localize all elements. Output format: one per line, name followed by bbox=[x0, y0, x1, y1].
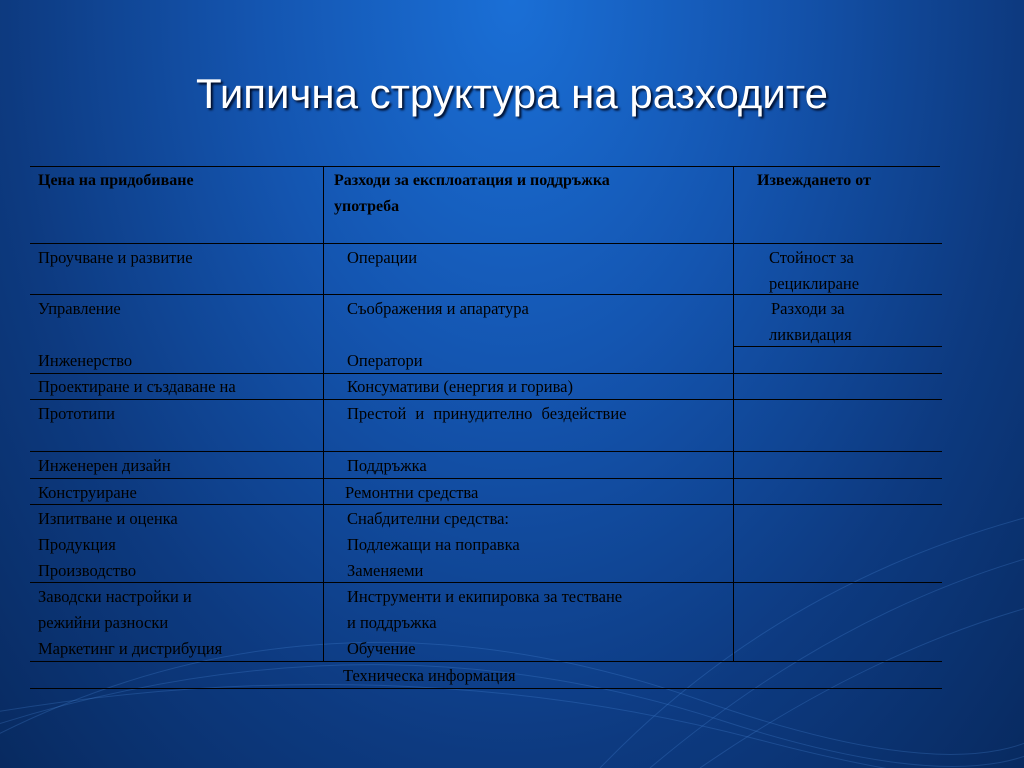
cost-item: Проучване и развитие bbox=[38, 248, 193, 267]
column-divider bbox=[733, 166, 734, 661]
cost-item: Производство bbox=[38, 561, 137, 580]
cost-item: Заменяеми bbox=[347, 561, 424, 580]
row-divider bbox=[30, 243, 942, 244]
cost-item: Инструменти и екипировка за тестване bbox=[347, 587, 623, 606]
column-divider bbox=[323, 166, 324, 661]
row-divider bbox=[30, 504, 942, 505]
cost-item: ликвидация bbox=[769, 325, 852, 344]
cost-item: рециклиране bbox=[769, 274, 860, 293]
page-title: Типична структура на разходите bbox=[196, 70, 828, 117]
cost-item: Изпитване и оценка bbox=[38, 509, 178, 528]
cost-item: Стойност за bbox=[769, 248, 854, 267]
cost-item: Оператори bbox=[347, 351, 423, 370]
cost-item: Прототипи bbox=[38, 404, 115, 423]
cost-item: и поддръжка bbox=[347, 613, 437, 632]
cost-item: Продукция bbox=[38, 535, 116, 554]
header-disposal: Извеждането от bbox=[757, 172, 871, 189]
cost-item: Проектиране и създаване на bbox=[38, 377, 236, 396]
cost-item: Снабдителни средства: bbox=[347, 509, 510, 528]
cost-item: Техническа информация bbox=[343, 666, 516, 685]
cost-item: Обучение bbox=[347, 639, 416, 658]
cost-item: Съображения и апаратура bbox=[347, 299, 529, 318]
header-operating-cost-cont: употреба bbox=[334, 198, 400, 215]
cost-item: Заводски настройки и bbox=[38, 587, 192, 606]
cost-item: Подлежащи на поправка bbox=[347, 535, 520, 554]
table-border-top bbox=[30, 166, 940, 167]
cost-structure-table bbox=[30, 166, 941, 690]
cost-item: Разходи за bbox=[771, 299, 845, 318]
cost-item: Консумативи (енергия и горива) bbox=[347, 377, 573, 396]
cost-item: Операции bbox=[347, 248, 418, 267]
cost-item: Конструиране bbox=[38, 483, 137, 502]
cost-item: Инженерен дизайн bbox=[38, 456, 171, 475]
cost-item: Управление bbox=[38, 299, 121, 318]
cost-item: Маркетинг и дистрибуция bbox=[38, 639, 223, 658]
header-acquisition-cost: Цена на придобиване bbox=[38, 172, 194, 189]
cost-item: Поддръжка bbox=[347, 456, 427, 475]
row-divider bbox=[30, 582, 942, 583]
header-operating-cost: Разходи за експлоатация и поддръжка bbox=[334, 172, 610, 189]
cost-item: Инженерство bbox=[38, 351, 133, 370]
cost-item: Престой и принудително бездействие bbox=[347, 404, 627, 423]
cost-item: Ремонтни средства bbox=[345, 483, 479, 502]
cost-item: режийни разноски bbox=[38, 613, 169, 632]
row-divider bbox=[30, 451, 942, 452]
